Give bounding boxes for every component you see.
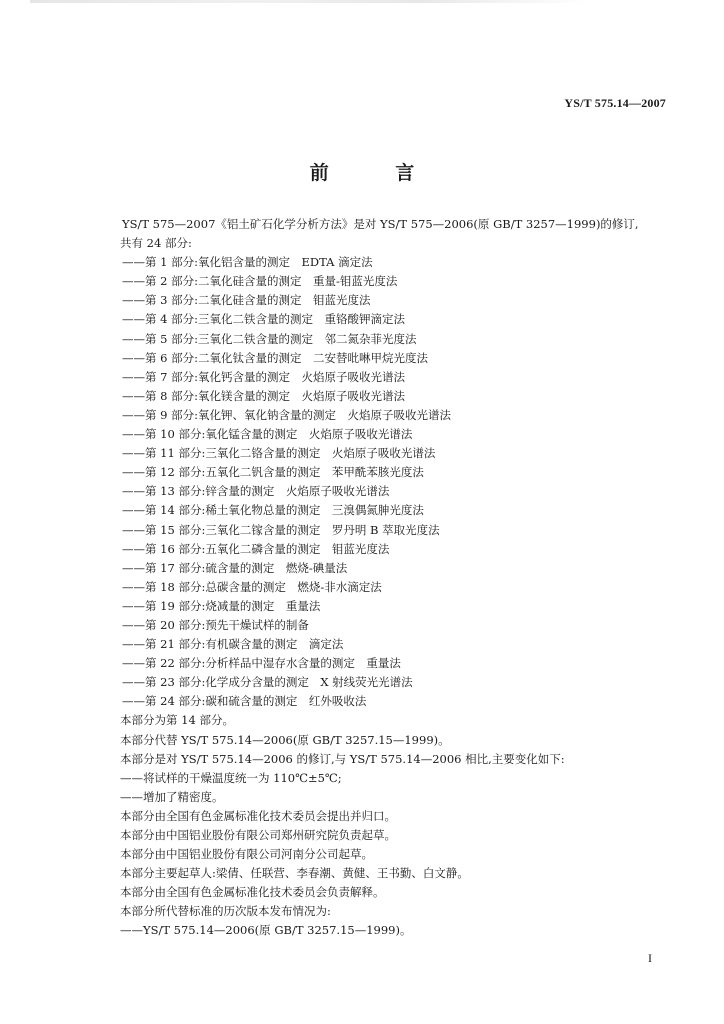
part-list-item: ——第 13 部分:锌含量的测定 火焰原子吸收光谱法	[122, 484, 390, 499]
body-paragraph: 本部分为第 14 部分。	[120, 713, 234, 728]
body-paragraph: 本部分主要起草人:梁倩、任联营、李春潮、黄健、王书勤、白文静。	[120, 866, 469, 881]
paragraph-list	[122, 711, 667, 940]
part-list-item: ——第 21 部分:有机碳含量的测定 滴定法	[122, 637, 344, 652]
top-border-rule	[30, 0, 590, 3]
part-list-item: ——第 24 部分:碳和硫含量的测定 红外吸收法	[122, 694, 367, 709]
part-list-item: ——第 20 部分:预先干燥试样的制备	[122, 617, 309, 632]
part-list-item: ——第 10 部分:氧化锰含量的测定 火焰原子吸收光谱法	[122, 427, 413, 442]
parts-list	[122, 253, 667, 711]
intro-line-1: YS/T 575—2007《铝土矿石化学分析方法》是对 YS/T 575—2006(原 GB/T 3257—1999)的修订,	[122, 217, 639, 231]
page-title: 前 言	[309, 162, 445, 184]
body-paragraph: 本部分由全国有色金属标准化技术委员会提出并归口。	[120, 808, 396, 823]
part-list-item: ——第 7 部分:氧化钙含量的测定 火焰原子吸收光谱法	[122, 369, 405, 384]
body-paragraph: 本部分所代替标准的历次版本发布情况为:	[120, 904, 331, 919]
body-paragraph: ——增加了精密度。	[120, 789, 224, 804]
part-list-item: ——第 23 部分:化学成分含量的测定 X 射线荧光光谱法	[122, 675, 413, 690]
part-list-item: ——第 14 部分:稀土氧化物总量的测定 三溴偶氮胂光度法	[122, 503, 424, 518]
part-list-item: ——第 12 部分:五氧化二钒含量的测定 苯甲酰苯胲光度法	[122, 465, 424, 480]
part-list-item: ——第 2 部分:二氧化硅含量的测定 重量-钼蓝光度法	[122, 274, 398, 289]
part-list-item: ——第 1 部分:氧化铝含量的测定 EDTA 滴定法	[122, 255, 373, 270]
part-list-item: ——第 17 部分:硫含量的测定 燃烧-碘量法	[122, 560, 348, 575]
body-paragraph: ——将试样的干燥温度统一为 110℃±5℃;	[120, 770, 342, 785]
part-list-item: ——第 18 部分:总碳含量的测定 燃烧-非水滴定法	[122, 579, 382, 594]
part-list-item: ——第 9 部分:氧化钾、氧化钠含量的测定 火焰原子吸收光谱法	[122, 407, 451, 422]
body-paragraph: 本部分代替 YS/T 575.14—2006(原 GB/T 3257.15—1999)。	[120, 732, 450, 747]
standard-number: YS/T 575.14—2007	[564, 96, 666, 110]
part-list-item: ——第 22 部分:分析样品中湿存水含量的测定 重量法	[122, 656, 401, 671]
part-list-item: ——第 16 部分:五氧化二磷含量的测定 钼蓝光度法	[122, 541, 390, 556]
body-paragraph: 本部分由中国铝业股份有限公司河南分公司起草。	[120, 847, 373, 862]
part-list-item: ——第 8 部分:氧化镁含量的测定 火焰原子吸收光谱法	[122, 388, 405, 403]
body-paragraph: 本部分由中国铝业股份有限公司郑州研究院负责起草。	[120, 828, 396, 842]
body-paragraph: 本部分是对 YS/T 575.14—2006 的修订,与 YS/T 575.14—2006 相比,主要变化如下:	[120, 751, 565, 766]
page-number: I	[648, 951, 652, 965]
body-paragraph: ——YS/T 575.14—2006(原 GB/T 3257.15—1999)。	[120, 923, 412, 938]
part-list-item: ——第 4 部分:三氧化二铁含量的测定 重铬酸钾滴定法	[122, 312, 405, 327]
foreword-body	[122, 215, 667, 941]
part-list-item: ——第 11 部分:三氧化二铬含量的测定 火焰原子吸收光谱法	[122, 446, 436, 461]
part-list-item: ——第 5 部分:三氧化二铁含量的测定 邻二氮杂菲光度法	[122, 331, 417, 346]
part-list-item: ——第 19 部分:烧减量的测定 重量法	[122, 598, 321, 613]
part-list-item: ——第 6 部分:二氧化钛含量的测定 二安替吡啉甲烷光度法	[122, 350, 428, 365]
part-list-item: ——第 15 部分:三氧化二镓含量的测定 罗丹明 B 萃取光度法	[122, 522, 440, 537]
part-list-item: ——第 3 部分:二氧化硅含量的测定 钼蓝光度法	[122, 293, 371, 308]
intro-line-2: 共有 24 部分:	[120, 236, 192, 251]
body-paragraph: 本部分由全国有色金属标准化技术委员会负责解释。	[120, 885, 385, 900]
